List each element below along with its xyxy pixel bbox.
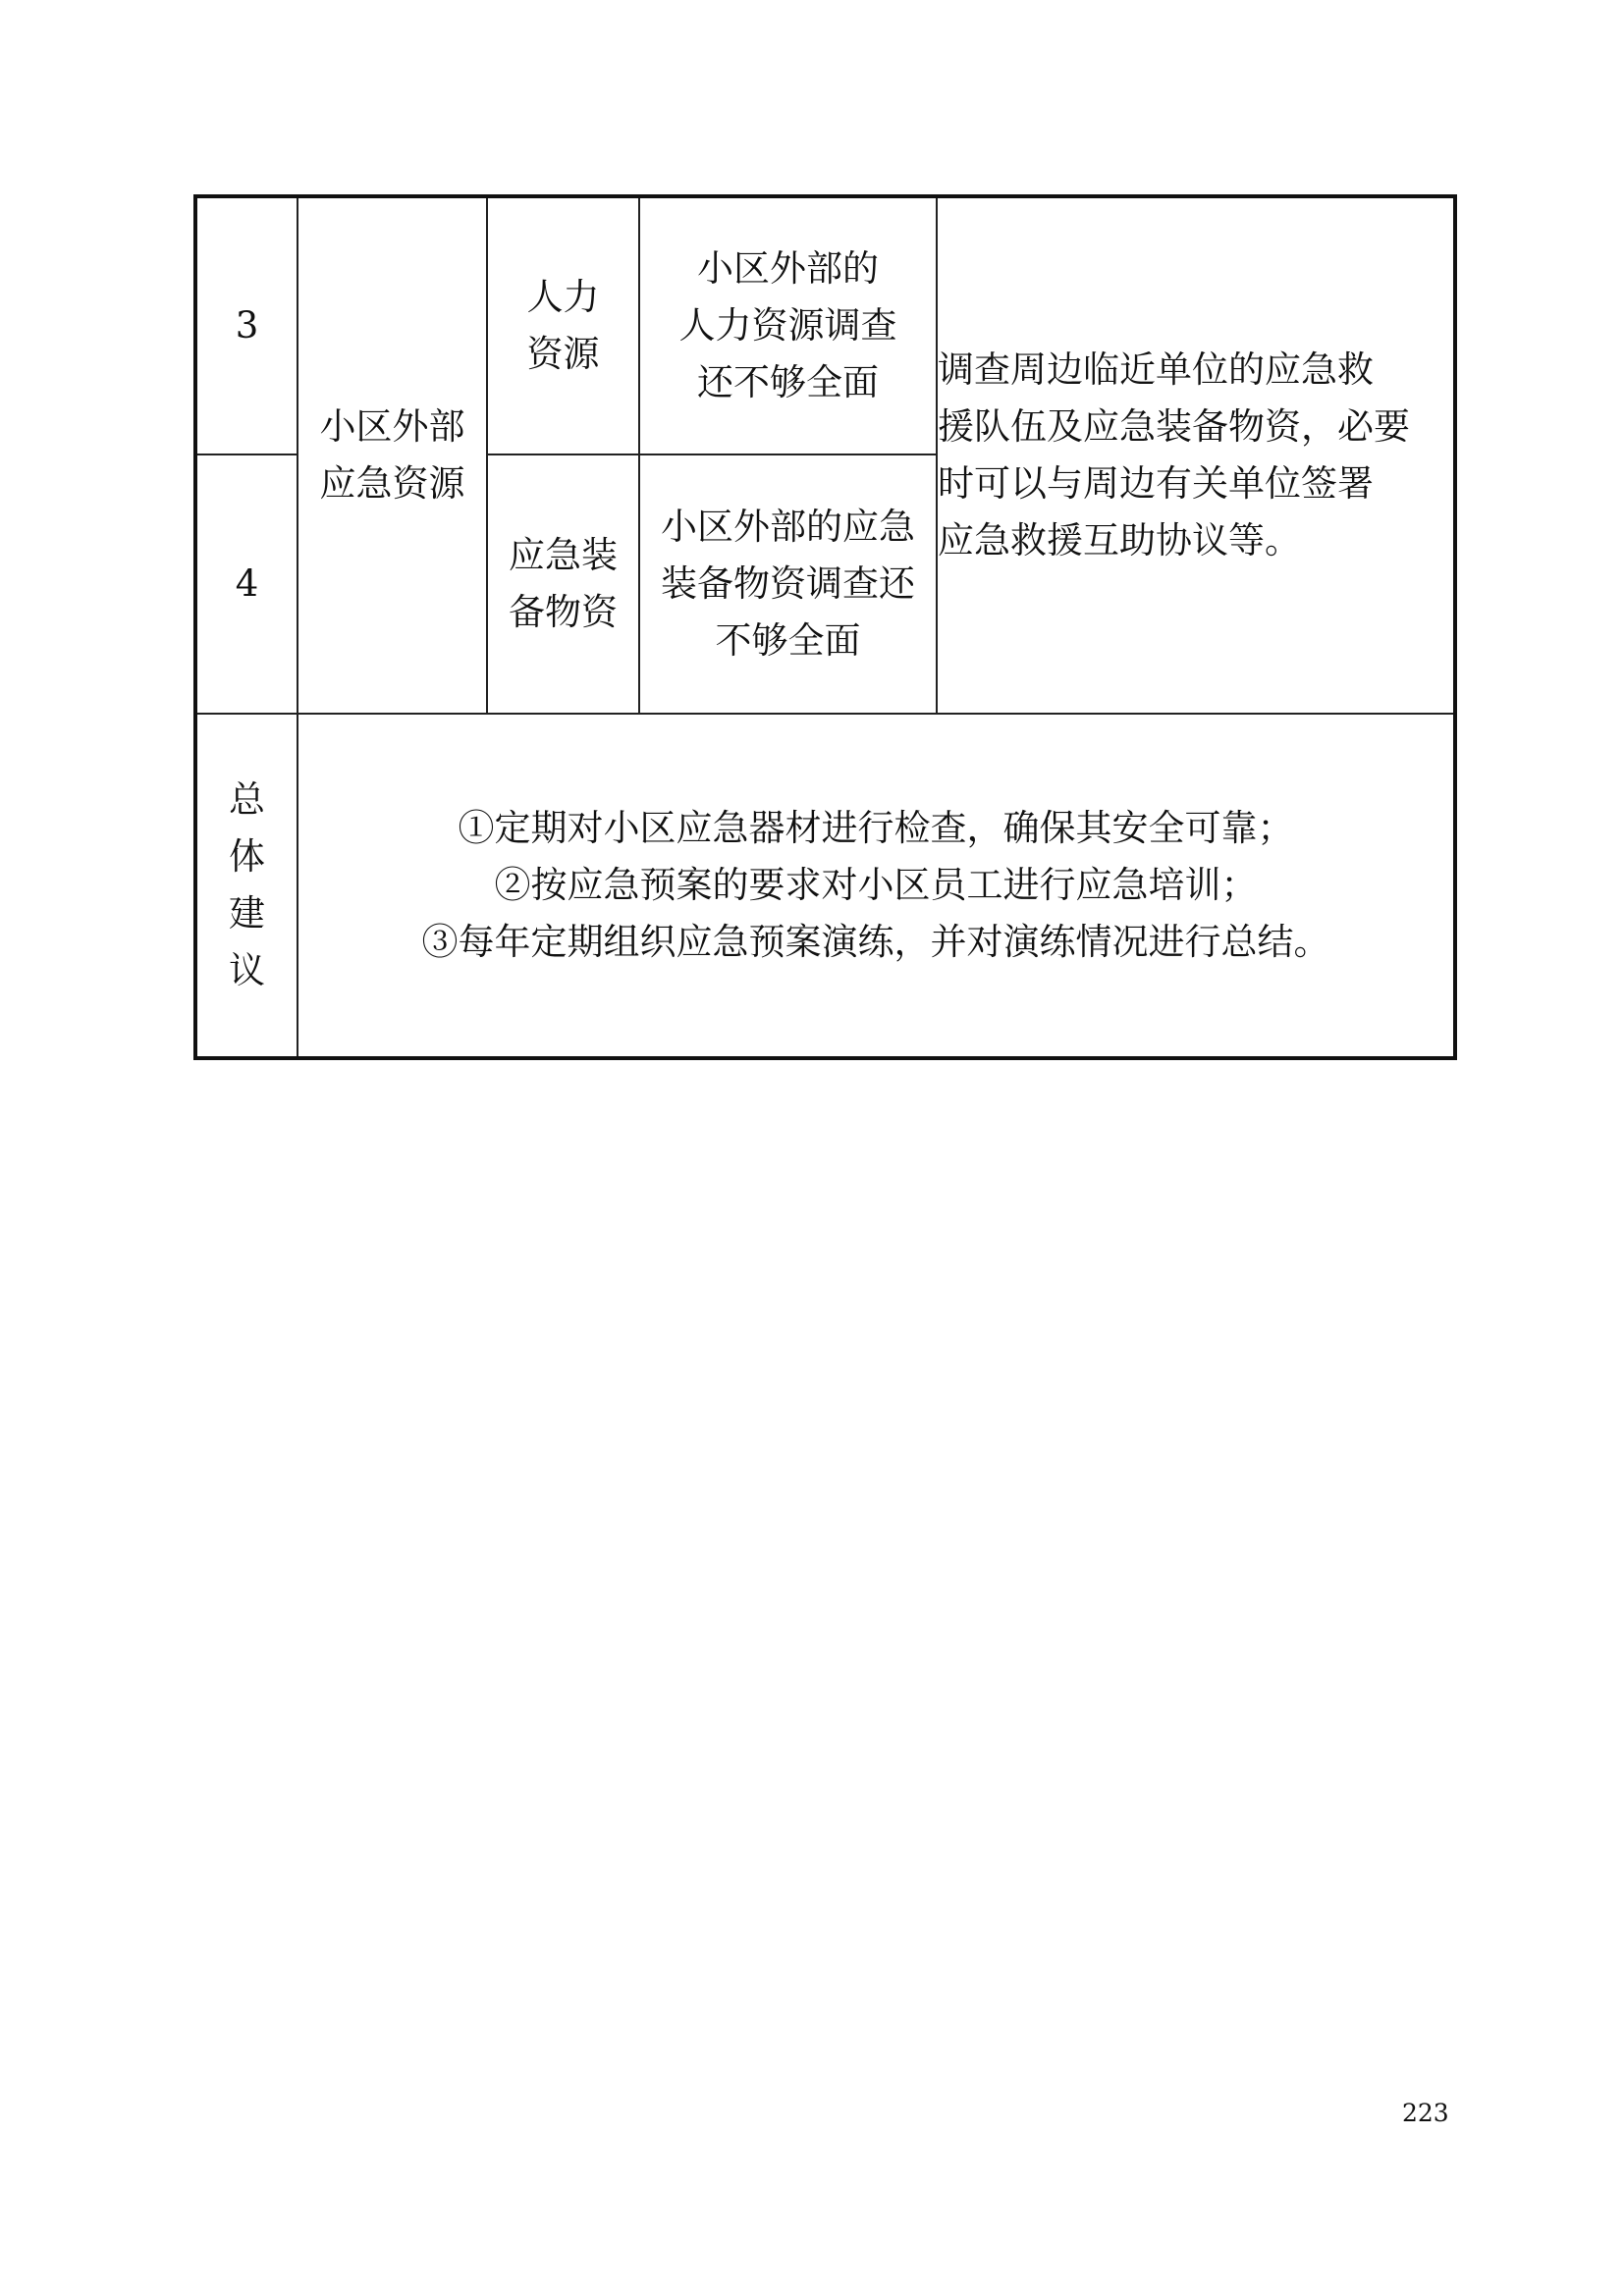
- summary-row: [195, 714, 1455, 1058]
- resource-type-line: 资源: [526, 333, 600, 375]
- summary-item: ①定期对小区应急器材进行检查，确保其安全可靠；: [458, 807, 1294, 849]
- summary-item: ②按应急预案的要求对小区员工进行应急培训；: [494, 864, 1258, 906]
- row-number-cell: [195, 196, 298, 454]
- row-number: 3: [235, 304, 259, 347]
- category-cell: [298, 196, 487, 714]
- measure-line: 时可以与周边有关单位签署: [938, 462, 1374, 505]
- summary-body-cell: [298, 714, 1455, 1058]
- summary-heading-char: 总: [229, 778, 265, 821]
- issue-line: 还不够全面: [697, 361, 879, 403]
- resource-type-cell: [487, 196, 639, 454]
- emergency-resources-table: [193, 194, 1457, 1060]
- issue-line: 小区外部的应急: [661, 506, 915, 548]
- resource-type-cell: [487, 454, 639, 714]
- resource-type-line: 备物资: [509, 591, 618, 633]
- measure-line: 调查周边临近单位的应急救: [938, 348, 1374, 391]
- issue-cell: [639, 196, 937, 454]
- summary-heading-cell: [195, 714, 298, 1058]
- issue-line: 人力资源调查: [678, 304, 897, 347]
- summary-item: ③每年定期组织应急预案演练，并对演练情况进行总结。: [421, 921, 1330, 963]
- issue-line: 装备物资调查还: [661, 562, 915, 605]
- summary-heading-char: 议: [229, 949, 265, 991]
- summary-heading-char: 体: [229, 835, 265, 878]
- resource-type-line: 人力: [526, 276, 600, 318]
- issue-cell: [639, 454, 937, 714]
- row-number: 4: [235, 562, 259, 605]
- table-row: [195, 196, 1455, 454]
- measure-line: 援队伍及应急装备物资，必要: [938, 405, 1410, 448]
- category-line: 小区外部: [319, 405, 465, 448]
- page-number: 223: [1402, 2099, 1449, 2127]
- summary-heading-char: 建: [229, 892, 265, 934]
- measure-line: 应急救援互助协议等。: [938, 519, 1301, 561]
- row-number-cell: [195, 454, 298, 714]
- issue-line: 不够全面: [715, 619, 861, 662]
- resource-type-line: 应急装: [509, 534, 618, 576]
- issue-line: 小区外部的: [697, 247, 879, 290]
- measure-cell: [937, 196, 1455, 714]
- category-line: 应急资源: [319, 462, 465, 505]
